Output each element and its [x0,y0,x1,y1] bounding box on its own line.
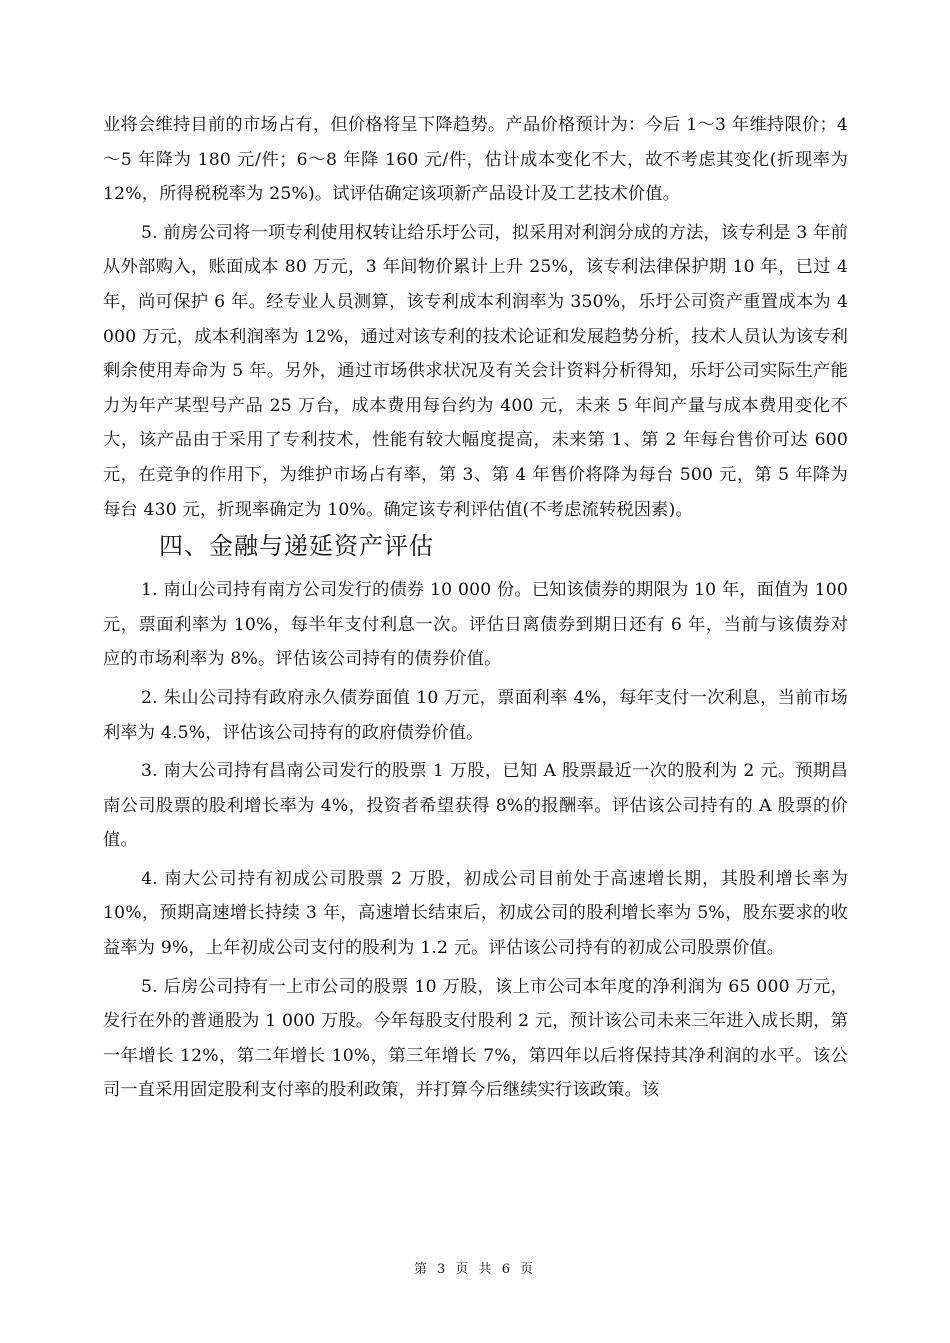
paragraph-continued: 业将会维持目前的市场占有，但价格将呈下降趋势。产品价格预计为：今后 1～3 年维持限价；4～5 年降为 180 元/件；6～8 年降 160 元/件，估计成本变化不大，故不考虑其变化(折现率为 12%，所得税税率为 25%)。试评估确定该项新产品设计及工艺技术价值。 [103,115,848,205]
paragraph-question-5-listed-stock: 5. 后房公司持有一上市公司的股票 10 万股，该上市公司本年度的净利润为 65 000 万元，发行在外的普通股为 1 000 万股。今年每股支付股利 2 元，预计该公司未来三年进入成长期，第一年增长 12%，第二年增长 10%，第三年增长 7%，第四年以后将保持其净利润的水平。该公司一直采用固定股利支付率的股利政策，并打算今后继续实行该政策。该 [103,976,848,1101]
paragraph-question-3-stock: 3. 南大公司持有昌南公司发行的股票 1 万股，已知 A 股票最近一次的股利为 2 元。预期昌南公司股票的股利增长率为 4%，投资者希望获得 8%的报酬率。评估该公司持有的 A 股票的价值。 [103,761,848,851]
paragraph-question-5-patent: 5. 前房公司将一项专利使用权转让给乐圩公司，拟采用对利润分成的方法，该专利是 3 年前从外部购入，账面成本 80 万元，3 年间物价累计上升 25%，该专利法律保护期 10 年，已过 4 年，尚可保护 6 年。经专业人员测算，该专利成本利润率为 350%，乐圩公司资产重置成本为 4 000 万元，成本利润率为 12%，通过对该专利的技术论证和发展趋势分析，技术人员认为该专利剩余使用寿命为 5 年。另外，通过市场供求状况及有关会计资料分析得知，乐圩公司实际生产能力为年产某型号产品 25 万台，成本费用每台约为 400 元，未来 5 年间产量与成本费用变化不大，该产品由于采用了专利技术，性能有较大幅度提高，未来第 1、第 2 年每台售价可达 600 元，在竞争的作用下，为维护市场占有率，第 3、第 4 年售价将降为每台 500 元，第 5 年降为每台 430 元，折现率确定为 10%。确定该专利评估值(不考虑流转税因素)。 [103,222,848,520]
paragraph-question-4-growth-stock: 4. 南大公司持有初成公司股票 2 万股，初成公司目前处于高速增长期，其股利增长率为 10%，预期高速增长持续 3 年，高速增长结束后，初成公司的股利增长率为 5%，股东要求的收益率为 9%，上年初成公司支付的股利为 1.2 元。评估该公司持有的初成公司股票价值。 [103,868,848,959]
paragraph-question-2-perpetual-bond: 2. 朱山公司持有政府永久债券面值 10 万元，票面利率 4%，每年支付一次利息，当前市场利率为 4.5%，评估该公司持有的政府债券价值。 [103,687,848,743]
section-heading: 四、金融与递延资产评估 [159,532,434,561]
page-body [103,108,848,1108]
page-number-footer: 第 3 页 共 6 页 [413,1262,537,1277]
paragraph-question-1-bond: 1. 南山公司持有南方公司发行的债券 10 000 份。已知该债券的期限为 10 年，面值为 100 元，票面利率为 10%，每半年支付利息一次。评估日离债券到期日还有 6 年，当前与该债券对应的市场利率为 8%。评估该公司持有的债券价值。 [103,580,848,670]
